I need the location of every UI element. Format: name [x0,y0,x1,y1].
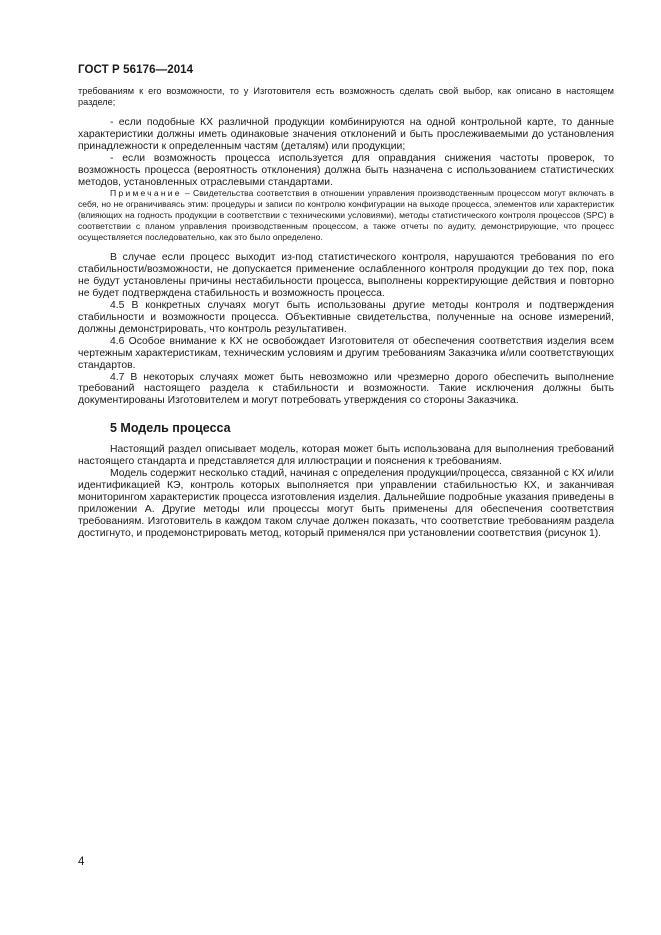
paragraph-section-intro: Настоящий раздел описывает модель, которая может быть использована для выполнения требований настоящего стандарта и представляется для иллюстрации и пояснения к требованиям. [78,444,614,468]
paragraph-continuation: требованиям к его возможности, то у Изготовителя есть возможность сделать свой выбор, как описано в настоящем разделе; [78,86,614,107]
paragraph-stat-control: В случае если процесс выходит из-под статистического контроля, нарушаются требования по его стабильности/возможности, не допускается применение ослабленного контроля продукции до тех пор, пока не будут установлены причины нестабильности процесса, выполнены корректирующие действия и повторно не будет подтверждена стабильность и возможность процесса. [78,252,614,300]
note-paragraph [78,188,614,243]
paragraph-model-stages: Модель содержит несколько стадий, начиная с определения продукции/процесса, связанной с КХ и/или идентификацией КЭ, контроль которых выполняется при управлении стабильностью КХ, и заканчивая мониторингом характеристик процесса изготовления изделия. Дальнейшие подробные указания приведены в приложении А. Другие методы или процессы могут быть применены для обеспечения соответствия требованиям. Изготовитель в каждом таком случае должен показать, что соответствие требованиям раздела достигнуто, и продемонстрировать метод, который применялся при установлении соответствия (рисунок 1). [78,468,614,539]
paragraph-4-5: 4.5 В конкретных случаях могут быть использованы другие методы контроля и подтверждения стабильности и возможности процесса. Объективные свидетельства, полученные на основе измерений, должны демонстрировать, что контроль результативен. [78,300,614,335]
page-number: 4 [78,856,85,868]
paragraph-list-item-1: - если подобные КХ различной продукции комбинируются на одной контрольной карте, то данные характеристики должны иметь одинаковые значения отклонений и быть прослеживаемыми до установления принадлежности к определенным частям (деталям) или продукции; [78,117,614,152]
paragraph-4-6: 4.6 Особое внимание к КХ не освобождает Изготовителя от обеспечения соответствия изделия всем чертежным характеристикам, техническим условиям и другим требованиям Заказчика и/или соответствующих стандартов. [78,335,614,371]
page-header-standard: ГОСТ Р 56176—2014 [78,64,194,76]
section-title: 5 Модель процесса [110,421,231,436]
note-label: Примечание [110,188,182,199]
page-content [78,86,614,539]
paragraph-list-item-2: - если возможность процесса используется для оправдания снижения частоты проверок, то возможность процесса (вероятность отклонения) должна быть назначена с использованием статистических методов, установленных отраслевыми стандартами. [78,152,614,188]
note-text: – Свидетельства соответствия в отношении управления производственным процессом могут включать в себя, но не ограничиваясь этим: процедуры и записи по контролю конфигурации на выходе процесса, элементов или характеристик (влияющих на годность продукции в соответствии с техническими условиями), методы статистического контроля процессов (SPC) в соответствии с планом управления производственным процессом, а также отчеты по аудиту, демонстрирующие, что процесс осуществляется последовательно, как это было определено. [78,188,614,243]
paragraph-4-7: 4.7 В некоторых случаях может быть невозможно или чрезмерно дорого обеспечить выполнение требований настоящего раздела к стабильности и возможности. Такие исключения должны быть документированы Изготовителем и могут потребовать утверждения со стороны Заказчика. [78,371,614,407]
